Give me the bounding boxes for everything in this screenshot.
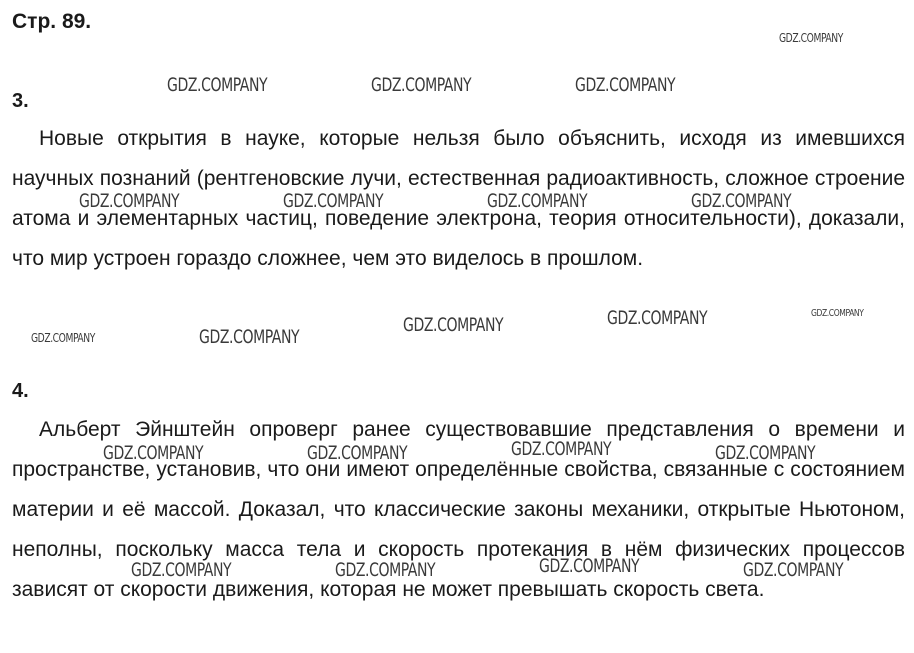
watermark: GDZ.COMPANY bbox=[167, 74, 268, 96]
watermark: GDZ.COMPANY bbox=[539, 555, 640, 577]
watermark: GDZ.COMPANY bbox=[307, 442, 408, 464]
watermark: GDZ.COMPANY bbox=[103, 442, 204, 464]
watermark: GDZ.COMPANY bbox=[811, 308, 864, 319]
section-4-text: Альберт Эйнштейн опроверг ранее существовавшие представления о времени и пространстве, установив, что они имеют определённые свойства, связанные с состоянием материи и её массой. Доказал, что классические законы механики, открытые Ньютоном, неполны, поскольку масса тела и скорость протекания в нём физических процессов зависят от скорости движения, которая не может превышать скорость света. bbox=[12, 418, 905, 601]
section-number-3: 3. bbox=[12, 90, 29, 112]
watermark: GDZ.COMPANY bbox=[371, 74, 472, 96]
watermark: GDZ.COMPANY bbox=[31, 331, 95, 345]
watermark: GDZ.COMPANY bbox=[131, 559, 232, 581]
page-title: Стр. 89. bbox=[12, 10, 92, 33]
section-3-text: Новые открытия в науке, которые нельзя было объяснить, исходя из имевшихся научных познаний (рентгеновские лучи, естественная радиоактивность, сложное строение атома и элементарных частиц, поведение электрона, теория относительности), доказали, что мир устроен гораздо сложнее, чем это виделось в прошлом. bbox=[12, 127, 905, 270]
watermark: GDZ.COMPANY bbox=[335, 559, 436, 581]
watermark: GDZ.COMPANY bbox=[691, 190, 792, 212]
watermark: GDZ.COMPANY bbox=[511, 438, 612, 460]
watermark: GDZ.COMPANY bbox=[487, 190, 588, 212]
watermark: GDZ.COMPANY bbox=[575, 74, 676, 96]
watermark: GDZ.COMPANY bbox=[199, 326, 300, 348]
watermark: GDZ.COMPANY bbox=[283, 190, 384, 212]
watermark: GDZ.COMPANY bbox=[779, 31, 843, 45]
watermark: GDZ.COMPANY bbox=[715, 442, 816, 464]
watermark: GDZ.COMPANY bbox=[607, 307, 708, 329]
watermark: GDZ.COMPANY bbox=[743, 559, 844, 581]
watermark: GDZ.COMPANY bbox=[403, 314, 504, 336]
watermark: GDZ.COMPANY bbox=[79, 190, 180, 212]
section-number-4: 4. bbox=[12, 380, 29, 402]
